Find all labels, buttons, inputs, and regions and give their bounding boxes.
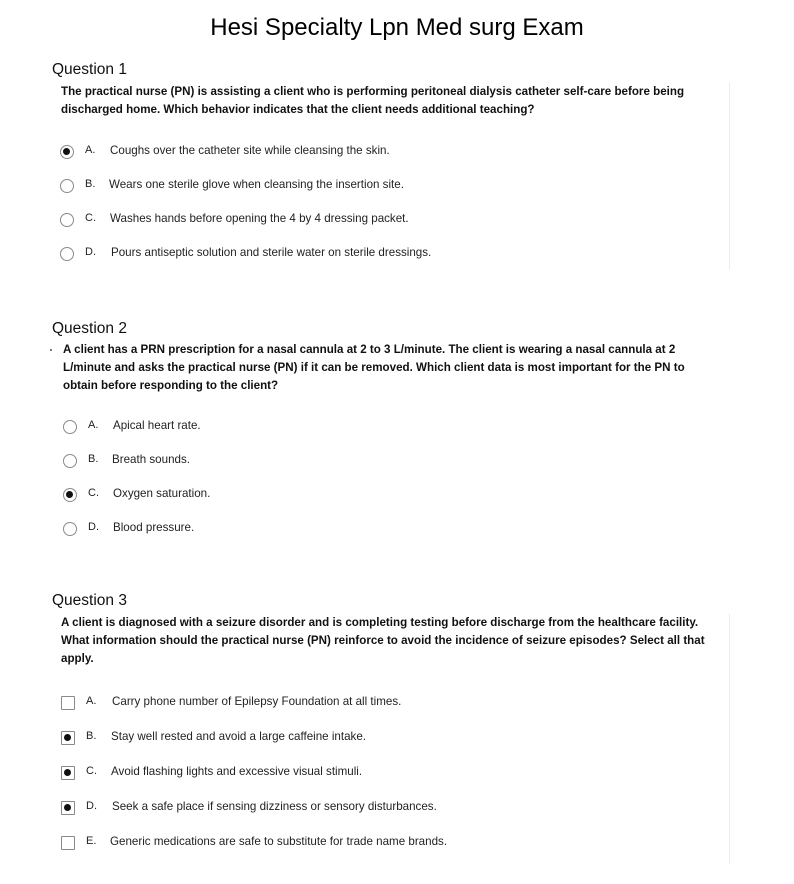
answer-option[interactable] bbox=[60, 245, 720, 265]
option-text: Washes hands before opening the 4 by 4 dressing packet. bbox=[110, 212, 409, 225]
option-letter: C. bbox=[85, 212, 96, 224]
option-letter: A. bbox=[88, 419, 99, 431]
option-letter: B. bbox=[88, 453, 99, 465]
radio-button[interactable] bbox=[63, 454, 77, 468]
option-text: Apical heart rate. bbox=[113, 419, 201, 432]
option-text: Carry phone number of Epilepsy Foundation at all times. bbox=[112, 695, 402, 708]
checkbox[interactable] bbox=[61, 801, 75, 815]
divider bbox=[729, 82, 730, 270]
option-text: Generic medications are safe to substitute for trade name brands. bbox=[110, 835, 448, 848]
bullet-dot bbox=[50, 349, 52, 351]
question-heading: Question 1 bbox=[52, 61, 127, 78]
answer-option[interactable] bbox=[63, 452, 723, 472]
question-text: The practical nurse (PN) is assisting a client who is performing peritoneal dialysis catheter self-care before being discharged home. Which behavior indicates that the client needs additional teaching? bbox=[61, 85, 685, 116]
option-letter: A. bbox=[86, 695, 97, 707]
option-text: Coughs over the catheter site while cleansing the skin. bbox=[110, 144, 390, 157]
answer-option[interactable] bbox=[61, 764, 721, 784]
option-letter: E. bbox=[86, 835, 97, 847]
option-letter: D. bbox=[86, 800, 97, 812]
option-letter: D. bbox=[88, 521, 99, 533]
radio-button[interactable] bbox=[60, 213, 74, 227]
radio-button[interactable] bbox=[60, 145, 74, 159]
question-heading: Question 2 bbox=[52, 320, 127, 337]
option-text: Stay well rested and avoid a large caffeine intake. bbox=[111, 730, 367, 743]
answer-option[interactable] bbox=[61, 694, 721, 714]
question-heading: Question 3 bbox=[52, 592, 127, 609]
option-letter: C. bbox=[86, 765, 97, 777]
option-letter: C. bbox=[88, 487, 99, 499]
checkbox[interactable] bbox=[61, 836, 75, 850]
radio-button[interactable] bbox=[60, 247, 74, 261]
radio-button[interactable] bbox=[60, 179, 74, 193]
answer-option[interactable] bbox=[60, 143, 720, 163]
option-text: Pours antiseptic solution and sterile water on sterile dressings. bbox=[111, 246, 432, 259]
option-text: Wears one sterile glove when cleansing the insertion site. bbox=[109, 178, 404, 191]
option-letter: B. bbox=[85, 178, 96, 190]
option-text: Blood pressure. bbox=[113, 521, 195, 534]
option-text: Oxygen saturation. bbox=[113, 487, 211, 500]
option-letter: D. bbox=[85, 246, 96, 258]
option-text: Avoid flashing lights and excessive visual stimuli. bbox=[111, 765, 363, 778]
answer-option[interactable] bbox=[63, 486, 723, 506]
radio-button[interactable] bbox=[63, 522, 77, 536]
divider bbox=[729, 614, 730, 864]
answer-option[interactable] bbox=[61, 729, 721, 749]
option-text: Seek a safe place if sensing dizziness or sensory disturbances. bbox=[112, 800, 437, 813]
answer-option[interactable] bbox=[63, 418, 723, 438]
answer-option[interactable] bbox=[61, 834, 721, 854]
answer-option[interactable] bbox=[60, 177, 720, 197]
checkbox[interactable] bbox=[61, 766, 75, 780]
answer-option[interactable] bbox=[61, 799, 721, 819]
option-letter: A. bbox=[85, 144, 96, 156]
radio-button[interactable] bbox=[63, 488, 77, 502]
answer-option[interactable] bbox=[63, 520, 723, 540]
option-letter: B. bbox=[86, 730, 97, 742]
option-text: Breath sounds. bbox=[112, 453, 190, 466]
question-text: A client is diagnosed with a seizure disorder and is completing testing before discharge from the healthcare facility. What information should the practical nurse (PN) reinforce to avoid the incidence of seizure episodes? Select all that apply. bbox=[61, 616, 705, 665]
question-text: A client has a PRN prescription for a nasal cannula at 2 to 3 L/minute. The client is wearing a nasal cannula at 2 L/minute and asks the practical nurse (PN) if it can be removed. Which client data is most important for the PN to obtain before responding to the client? bbox=[63, 343, 685, 392]
radio-button[interactable] bbox=[63, 420, 77, 434]
checkbox[interactable] bbox=[61, 696, 75, 710]
page-title: Hesi Specialty Lpn Med surg Exam bbox=[210, 14, 584, 41]
checkbox[interactable] bbox=[61, 731, 75, 745]
answer-option[interactable] bbox=[60, 211, 720, 231]
